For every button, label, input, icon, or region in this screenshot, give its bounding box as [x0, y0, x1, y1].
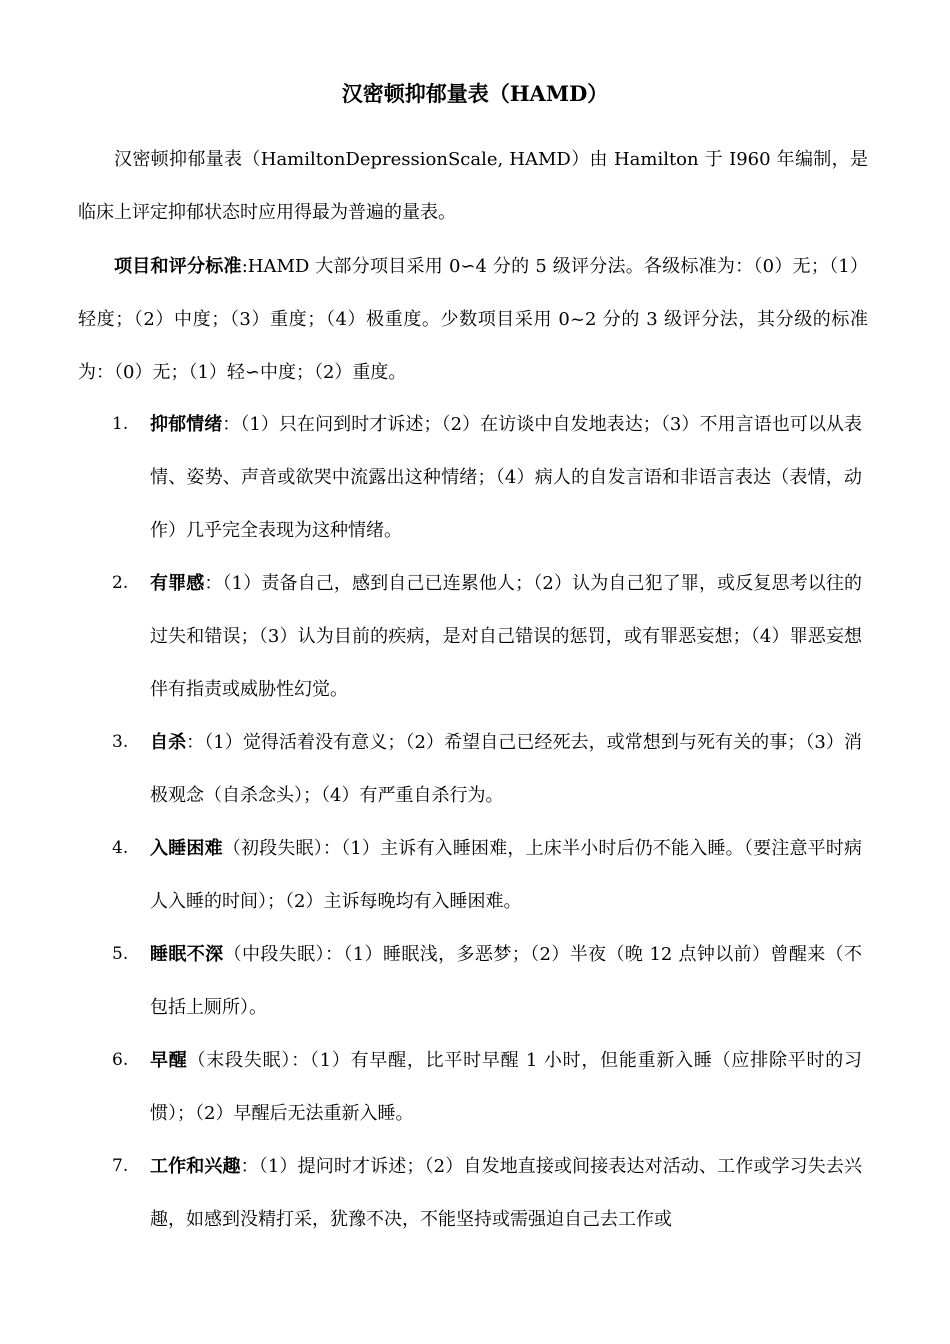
- criteria-text: :HAMD 大部分项目采用 0∽4 分的 5 级评分法。各级标准为：（0）无；（1）轻度；（2）中度；（3）重度；（4）极重度。少数项目采用 0~2 分的 3 级评分法，其分级的标准为：（0）无；（1）轻∽中度；（2）重度。: [78, 256, 869, 383]
- item-label: 自杀: [150, 732, 187, 753]
- item-text: （末段失眠）：（1）有早醒，比平时早醒 1 小时，但能重新入睡（应排除平时的习惯）；（2）早醒后无法重新入睡。: [150, 1050, 862, 1124]
- item-number: 6.: [112, 1050, 129, 1070]
- list-item: [0, 716, 862, 822]
- item-label: 睡眠不深: [150, 944, 224, 965]
- item-text: ：（1）责备自己，感到自己已连累他人；（2）认为自己犯了罪，或反复思考以往的过失和错误；（3）认为目前的疾病，是对自己错误的惩罚，或有罪恶妄想；（4）罪恶妄想伴有指责或威胁性幻觉。: [150, 573, 863, 700]
- document-title: 汉密顿抑郁量表（HAMD）: [341, 81, 609, 106]
- item-number: 4.: [112, 838, 129, 858]
- item-text: ：（1）觉得活着没有意义；（2）希望自己已经死去，或常想到与死有关的事；（3）消极观念（自杀念头）；（4）有严重自杀行为。: [150, 732, 863, 806]
- item-label: 早醒: [150, 1050, 188, 1071]
- criteria-label: 项目和评分标准: [114, 256, 242, 277]
- item-number: 7.: [112, 1156, 129, 1176]
- list-item: [0, 928, 862, 1034]
- item-text: （中段失眠）：（1）睡眠浅，多恶梦；（2）半夜（晚 12 点钟以前）曾醒来（不包括上厕所）。: [150, 944, 863, 1018]
- item-label: 抑郁情绪: [150, 414, 223, 435]
- intro-paragraph: 汉密顿抑郁量表（HamiltonDepressionScale, HAMD）由 Hamilton 于 I960 年编制，是临床上评定抑郁状态时应用得最为普遍的量表。: [78, 149, 868, 223]
- item-text: ：（1）只在问到时才诉述；（2）在访谈中自发地表达；（3）不用言语也可以从表情、姿势、声音或欲哭中流露出这种情绪；（4）病人的自发言语和非语言表达（表情，动作）几乎完全表现为这种情绪。: [150, 414, 863, 541]
- item-number: 3.: [112, 732, 129, 752]
- list-item: [0, 1140, 862, 1246]
- item-number: 5.: [112, 944, 129, 964]
- item-label: 入睡困难: [150, 838, 223, 859]
- item-number: 2.: [112, 573, 129, 593]
- item-number: 1.: [112, 414, 129, 434]
- criteria-paragraph: [78, 240, 868, 399]
- item-label: 有罪感: [150, 573, 205, 594]
- item-text: （初段失眠）：（1）主诉有入睡困难，上床半小时后仍不能入睡。（要注意平时病人入睡的时间）；（2）主诉每晚均有入睡困难。: [150, 838, 863, 912]
- item-list: [0, 398, 950, 1246]
- list-item: [0, 398, 862, 557]
- list-item: [0, 1034, 862, 1140]
- item-label: 工作和兴趣: [150, 1156, 241, 1177]
- item-text: ：（1）提问时才诉述；（2）自发地直接或间接表达对活动、工作或学习失去兴趣，如感到没精打采，犹豫不决，不能坚持或需强迫自己去工作或: [150, 1156, 862, 1230]
- list-item: [0, 822, 862, 928]
- list-item: [0, 557, 862, 716]
